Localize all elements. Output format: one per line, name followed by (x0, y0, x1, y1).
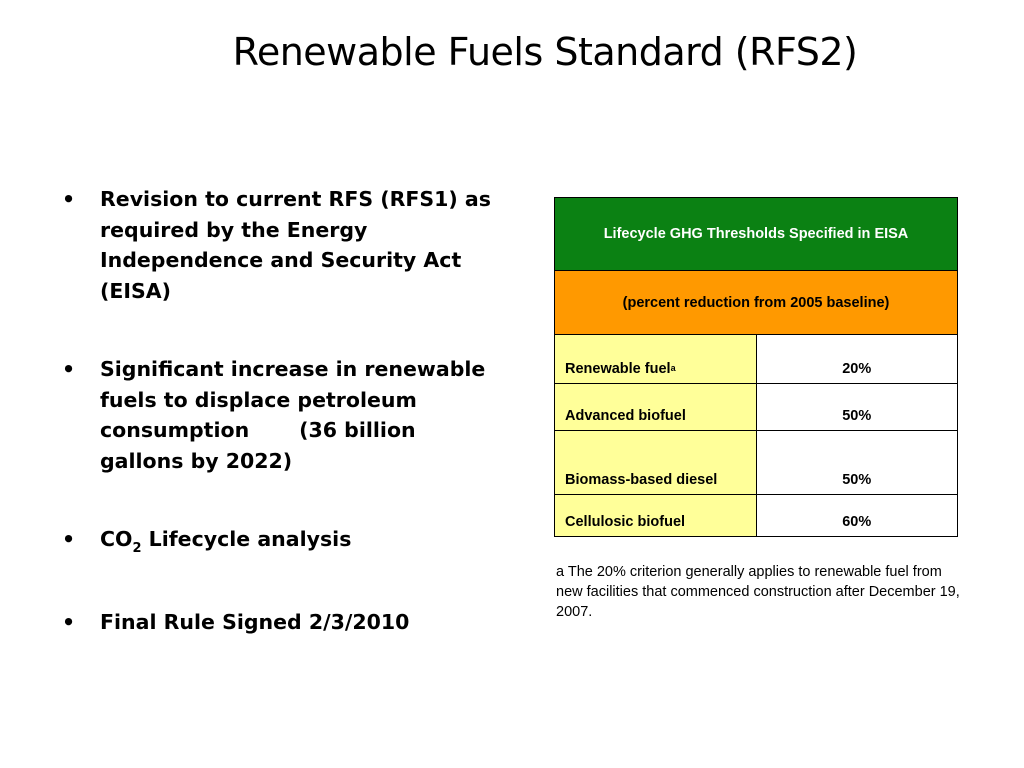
fuel-type-cell: Advanced biofuel (555, 384, 757, 431)
bullet-item (62, 354, 492, 476)
table-subheader: (percent reduction from 2005 baseline) (555, 271, 958, 335)
bullet-list (62, 184, 492, 637)
table-header: Lifecycle GHG Thresholds Specified in EISA (555, 198, 958, 271)
co2-prefix: CO (100, 527, 133, 551)
co2-suffix: Lifecycle analysis (141, 527, 352, 551)
bullet-item (62, 184, 492, 306)
bullet-text: Final Rule Signed 2/3/2010 (100, 609, 410, 634)
table-row (555, 431, 958, 495)
slide-title: Renewable Fuels Standard (RFS2) (232, 30, 858, 74)
bullet-text: Revision to current RFS (RFS1) as required by the Energy Independence and Security Act (EISA) (100, 187, 491, 303)
fuel-type-label: Renewable fuel (565, 361, 671, 377)
bullet-marker: • (62, 187, 76, 211)
bullet-marker: • (62, 357, 76, 381)
bullet-marker: • (62, 609, 76, 634)
table-footnote: a The 20% criterion generally applies to renewable fuel from new facilities that commenced construction after December 19, 2007. (556, 564, 960, 620)
bullet-item (62, 607, 492, 638)
co2-subscript: 2 (132, 541, 142, 556)
table-row (555, 495, 958, 537)
threshold-cell: 50% (756, 431, 958, 495)
threshold-cell: 20% (756, 335, 958, 384)
table-row (555, 335, 958, 384)
footnote-marker: a (670, 363, 676, 373)
bullet-text (100, 527, 352, 556)
fuel-type-cell: Cellulosic biofuel (555, 495, 757, 537)
bullet-item (62, 524, 492, 559)
bullet-text: Significant increase in renewable fuels to displace petroleum consumption (36 billion gallons by 2022) (100, 357, 486, 473)
table-row (555, 384, 958, 431)
fuel-type-cell (555, 335, 757, 384)
threshold-cell: 50% (756, 384, 958, 431)
bullet-marker: • (62, 527, 76, 551)
threshold-cell: 60% (756, 495, 958, 537)
fuel-type-cell: Biomass-based diesel (555, 431, 757, 495)
ghg-thresholds-table (554, 197, 958, 537)
